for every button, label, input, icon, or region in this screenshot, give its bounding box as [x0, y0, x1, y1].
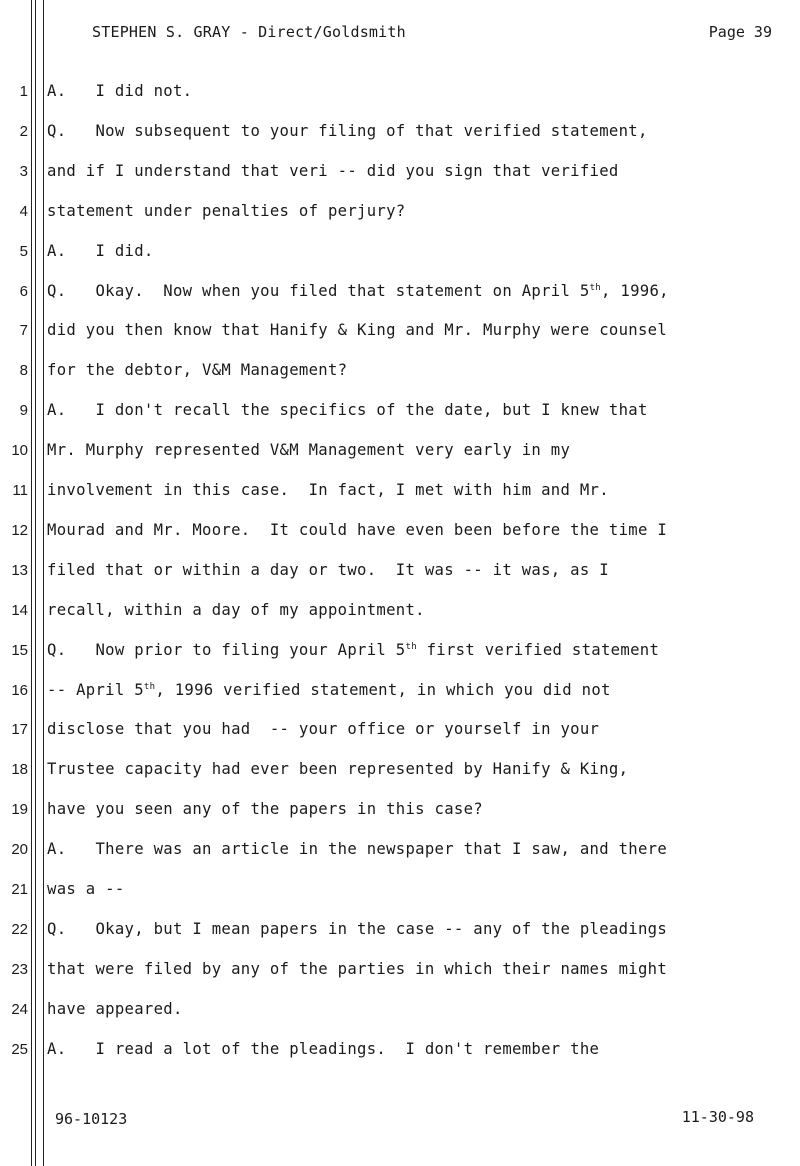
line-number: 6 — [19, 282, 28, 300]
line-number: 13 — [11, 561, 28, 579]
transcript-line: A. I read a lot of the pleadings. I don't remember the — [47, 1039, 600, 1058]
transcript-line: disclose that you had -- your office or yourself in your — [47, 720, 600, 739]
transcript-line: statement under penalties of perjury? — [47, 201, 406, 220]
line-number: 1 — [19, 83, 28, 100]
line-number: 12 — [11, 521, 28, 539]
transcript-line: involvement in this case. In fact, I met with him and Mr. — [47, 481, 609, 499]
line-number: 5 — [19, 242, 28, 260]
line-number: 14 — [11, 601, 28, 619]
transcript-line: Trustee capacity had ever been represented by Hanify & King, — [47, 760, 629, 779]
line-number: 3 — [19, 162, 28, 180]
transcript-line: have appeared. — [47, 999, 183, 1018]
transcript-line: was a -- — [47, 880, 125, 898]
line-number: 7 — [19, 322, 28, 340]
transcript-line: recall, within a day of my appointment. — [47, 600, 425, 619]
line-number: 16 — [11, 681, 28, 699]
line-number: 9 — [19, 402, 28, 420]
transcript-line: A. I did not. — [47, 82, 193, 100]
line-number: 25 — [11, 1040, 28, 1058]
transcript-line: Mr. Murphy represented V&M Management very early in my — [47, 441, 571, 460]
transcript-line: A. I did. — [47, 241, 154, 260]
line-number: 23 — [11, 960, 28, 978]
line-number: 19 — [11, 801, 28, 819]
line-number: 24 — [11, 1000, 28, 1018]
transcript-line: for the debtor, V&M Management? — [47, 361, 348, 380]
margin-rule-left-inner — [35, 0, 36, 1166]
transcript-line: A. There was an article in the newspaper that I saw, and there — [47, 840, 668, 859]
line-number: 18 — [11, 761, 28, 779]
line-number: 21 — [11, 881, 28, 898]
transcript-line: Q. Okay. Now when you filed that statement on April 5th, 1996, — [47, 281, 669, 300]
transcript-line: did you then know that Hanify & King and Mr. Murphy were counsel — [47, 321, 668, 340]
transcript-line: Q. Now prior to filing your April 5th first verified statement — [47, 640, 660, 659]
margin-rule-text — [43, 0, 44, 1166]
transcript-line: Mourad and Mr. Moore. It could have even been before the time I — [47, 520, 668, 539]
line-number: 17 — [11, 721, 28, 739]
line-number: 4 — [19, 202, 28, 220]
transcript-line: -- April 5th, 1996 verified statement, in which you did not — [47, 680, 611, 699]
line-number: 8 — [19, 362, 28, 380]
line-number: 11 — [12, 482, 28, 499]
line-number: 22 — [11, 920, 28, 938]
line-number: 10 — [11, 442, 28, 460]
transcript-line: and if I understand that veri -- did you sign that verified — [47, 161, 619, 180]
transcript-line: Q. Now subsequent to your filing of that verified statement, — [47, 121, 648, 140]
margin-rule-left — [31, 0, 32, 1166]
transcript-line: filed that or within a day or two. It was -- it was, as I — [47, 560, 609, 579]
line-number: 20 — [11, 841, 28, 859]
line-number: 15 — [11, 641, 28, 659]
transcript-line: A. I don't recall the specifics of the date, but I knew that — [47, 401, 648, 420]
page-title: STEPHEN S. GRAY - Direct/Goldsmith — [92, 23, 406, 41]
page-number: Page 39 — [708, 23, 772, 41]
transcript-line: Q. Okay, but I mean papers in the case -- any of the pleadings — [47, 919, 668, 938]
transcript-date: 11-30-98 — [681, 1108, 754, 1126]
transcript-line: that were filed by any of the parties in which their names might — [47, 959, 668, 978]
case-number: 96-10123 — [55, 1110, 128, 1128]
line-number: 2 — [19, 122, 28, 140]
transcript-line: have you seen any of the papers in this case? — [47, 800, 483, 819]
